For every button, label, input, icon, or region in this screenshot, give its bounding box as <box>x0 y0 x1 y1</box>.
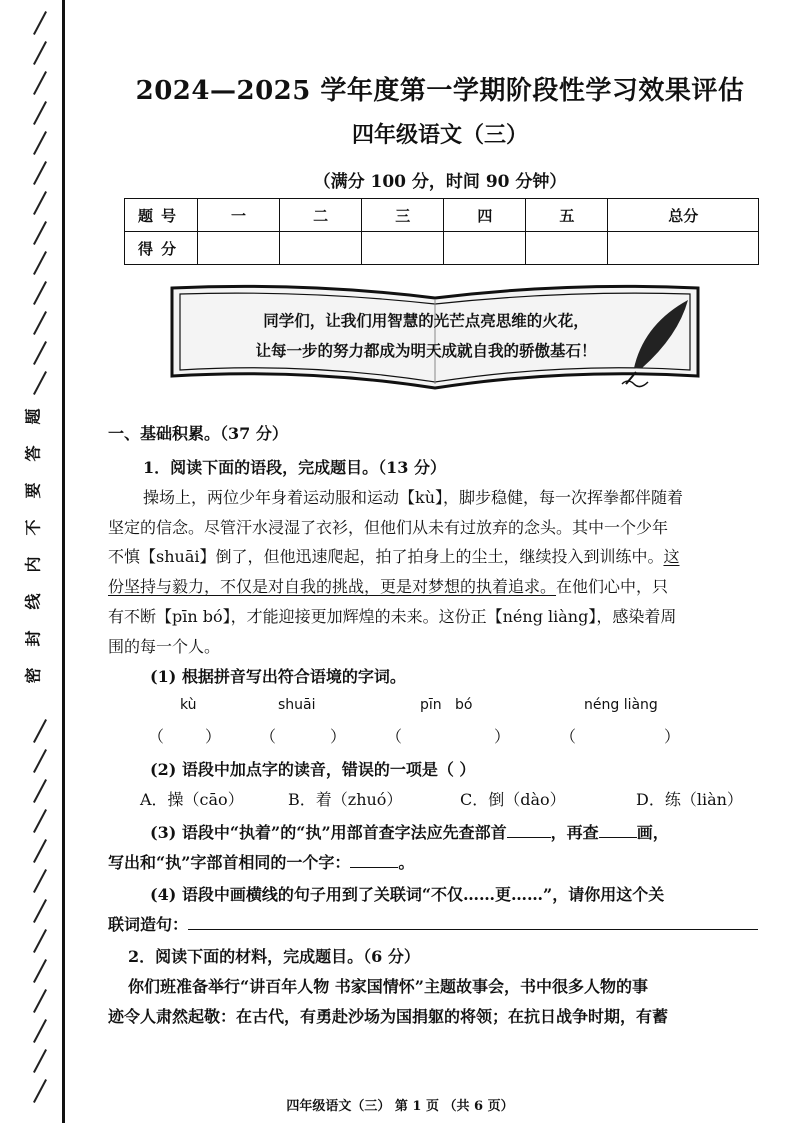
score-cell[interactable] <box>362 232 444 265</box>
binding-line <box>62 0 65 1123</box>
option-c[interactable]: C．倒（dào） <box>460 790 566 809</box>
motto-line-1: 同学们，让我们用智慧的光芒点亮思维的火花， <box>263 311 589 330</box>
table-label: 得分 <box>125 232 198 265</box>
pinyin-nengliang: néng liàng <box>584 697 658 713</box>
score-table-header-row <box>125 199 759 232</box>
q1-sub4-cont: 联词造句： <box>108 912 768 938</box>
pinyin-ku: kù <box>180 697 197 713</box>
passage-line: 操场上，两位少年身着运动服和运动【kù】，脚步稳健，每一次挥拳都伴随着 <box>143 488 684 507</box>
passage-line: 围的每一个人。 <box>108 637 221 656</box>
pinyin-shuai: shuāi <box>278 697 316 713</box>
table-col-2: 二 <box>280 199 362 232</box>
table-label: 题号 <box>125 199 198 232</box>
section-1-heading: 一、基础积累。（37 分） <box>108 424 288 443</box>
motto-text <box>206 306 646 366</box>
passage-line: 坚定的信念。尽管汗水浸湿了衣衫，但他们从未有过放弃的念头。其中一个少年 <box>108 518 669 537</box>
binding-slashes-top <box>32 8 48 398</box>
option-b[interactable]: B．着（zhuó） <box>288 790 403 809</box>
score-cell[interactable] <box>608 232 759 265</box>
score-cell[interactable] <box>280 232 362 265</box>
exam-title: 2024—2025 学年度第一学期阶段性学习效果评估 <box>135 76 745 106</box>
passage-line: 有不断【pīn bó】，才能迎接更加辉煌的未来。这份正【néng liàng】，感染着周 <box>108 607 677 626</box>
answer-paren-open: （ <box>260 727 277 746</box>
option-a[interactable]: A．操（cāo） <box>140 790 244 809</box>
passage-line: 份坚持与毅力，不仅是对自我的挑战，更是对梦想的执着追求。在他们心中，只 <box>108 577 669 596</box>
q1-sub4: (4) 语段中画横线的句子用到了关联词“不仅……更……”，请你用这个关 <box>150 885 665 904</box>
answer-paren-close: ） <box>664 727 681 746</box>
answer-blank-radical[interactable] <box>507 821 551 838</box>
answer-paren-close: ） <box>205 727 222 746</box>
score-cell[interactable] <box>198 232 280 265</box>
score-cell[interactable] <box>444 232 526 265</box>
answer-paren-open: （ <box>148 727 165 746</box>
score-cell[interactable] <box>526 232 608 265</box>
table-col-3: 三 <box>362 199 444 232</box>
passage-line: 不慎【shuāi】倒了，但他迅速爬起，拍了拍身上的尘土，继续投入到训练中。这 <box>108 547 680 566</box>
pinyin-pinbo: pīn bó <box>420 697 473 713</box>
score-note: （满分 100 分，时间 90 分钟） <box>313 172 567 192</box>
table-col-1: 一 <box>198 199 280 232</box>
table-col-4: 四 <box>444 199 526 232</box>
answer-paren-open: （ <box>560 727 577 746</box>
score-table-score-row <box>125 232 759 265</box>
score-table <box>124 198 759 265</box>
motto-banner <box>166 284 704 390</box>
answer-paren-close: ） <box>330 727 347 746</box>
q1-sub3-cont: 写出和“执”字部首相同的一个字： 。 <box>108 853 415 872</box>
q2-text-line: 迹令人肃然起敬：在古代，有勇赴沙场为国捐躯的将领；在抗日战争时期，有蓄 <box>108 1007 669 1026</box>
answer-paren-close: ） <box>494 727 511 746</box>
binding-strip <box>0 0 60 1123</box>
q2-text-line: 你们班准备举行“讲百年人物 书家国情怀”主题故事会，书中很多人物的事 <box>128 977 648 996</box>
answer-blank-same-radical[interactable] <box>350 851 398 868</box>
q1-sub2: (2) 语段中加点字的读音，错误的一项是（ ） <box>150 760 476 779</box>
exam-subtitle: 四年级语文（三） <box>351 122 528 148</box>
answer-blank-sentence[interactable] <box>188 913 758 930</box>
answer-blank-strokes[interactable] <box>599 821 637 838</box>
q1-sub1: (1) 根据拼音写出符合语境的字词。 <box>150 667 406 686</box>
table-col-total: 总分 <box>608 199 759 232</box>
page-footer: 四年级语文（三） 第 1 页 （共 6 页） <box>286 1099 514 1114</box>
seal-line-notice: 题 答 要 不 内 线 封 密 <box>23 408 43 684</box>
binding-slashes-bottom <box>32 716 48 1106</box>
q1-sub3: (3) 语段中“执着”的“执”用部首查字法应先查部首 ，再查 画， <box>150 823 669 842</box>
q2-title: 2．阅读下面的材料，完成题目。（6 分） <box>128 947 420 966</box>
table-col-5: 五 <box>526 199 608 232</box>
q1-title: 1．阅读下面的语段，完成题目。（13 分） <box>143 458 446 477</box>
option-d[interactable]: D．练（liàn） <box>636 790 743 809</box>
motto-line-2: 让每一步的努力都成为明天成就自我的骄傲基石！ <box>255 341 597 360</box>
answer-paren-open: （ <box>386 727 403 746</box>
